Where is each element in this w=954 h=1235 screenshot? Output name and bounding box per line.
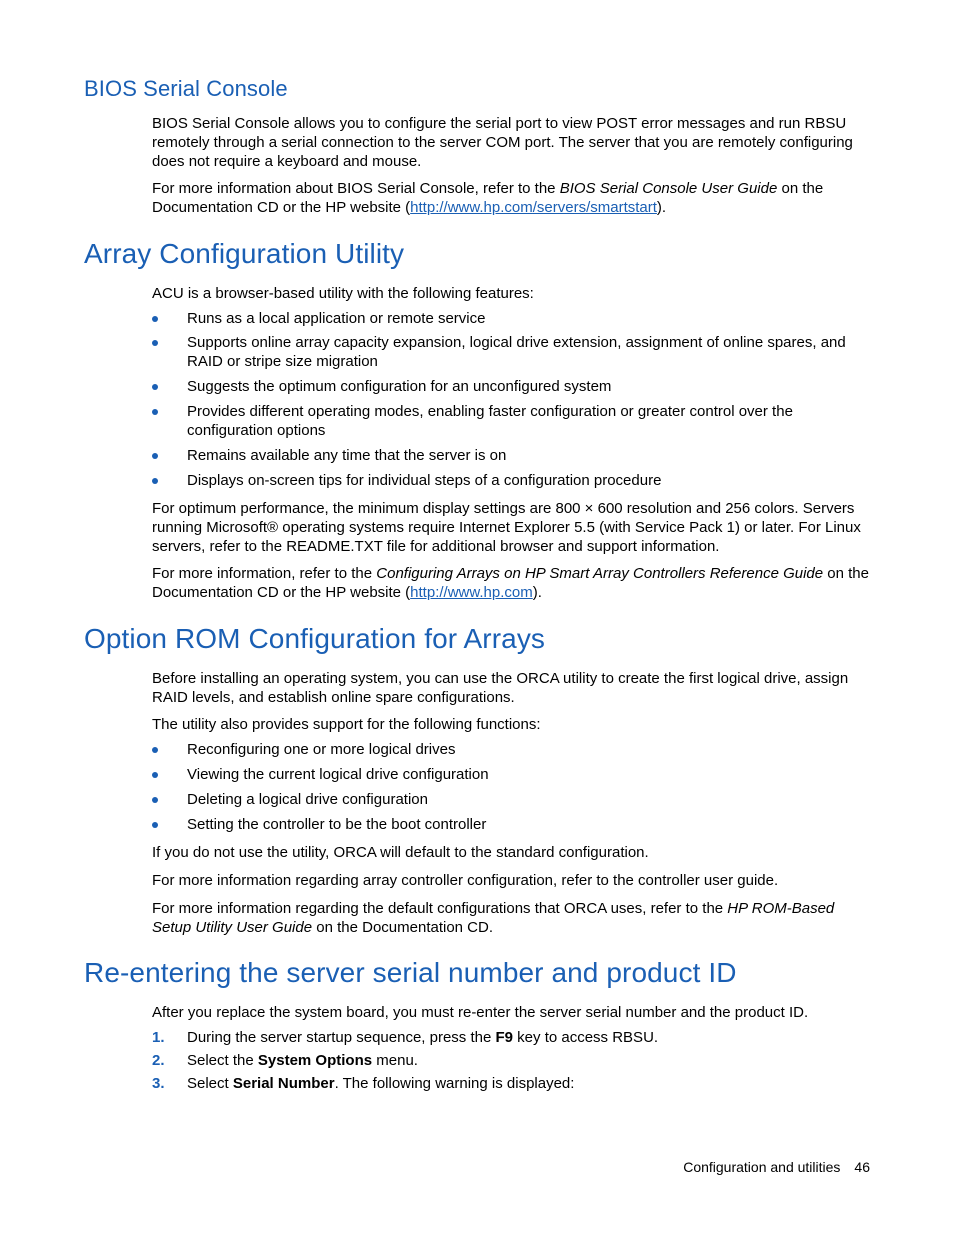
- numbered-step: [152, 1051, 872, 1070]
- acu-intro: ACU is a browser-based utility with the following features:: [152, 285, 534, 302]
- section-heading-acu: Array Configuration Utility: [84, 238, 405, 269]
- acu-more-info-paragraph: [152, 564, 872, 602]
- bios-guide-title: BIOS Serial Console User Guide: [559, 180, 778, 197]
- list-item: [152, 402, 872, 440]
- list-item-text: Viewing the current logical drive configuration: [187, 766, 489, 783]
- section-heading-bios: BIOS Serial Console: [84, 76, 288, 101]
- orca-p5-text: For more information regarding the default configurations that ORCA uses, refer to the: [152, 900, 728, 917]
- step-text-pre: Select: [187, 1075, 233, 1092]
- list-item: [152, 377, 872, 396]
- numbered-step: [152, 1074, 872, 1093]
- step-text-post: menu.: [372, 1052, 418, 1069]
- list-item: [152, 765, 872, 784]
- list-item-text: Deleting a logical drive configuration: [187, 791, 428, 808]
- list-item: [152, 309, 872, 328]
- bullet-icon: [152, 478, 158, 484]
- acu-performance-paragraph: For optimum performance, the minimum display settings are 800 × 600 resolution and 256 colors. Servers running Microsoft® operating systems require Internet Explorer 5.5 (with Service Pack 1) or later. For Linux servers, refer to the README.TXT file for additional browser and support information.: [152, 500, 861, 555]
- smartstart-link[interactable]: http://www.hp.com/servers/smartstart: [410, 199, 657, 216]
- bullet-icon: [152, 747, 158, 753]
- step-number: 3.: [152, 1075, 165, 1092]
- bullet-icon: [152, 822, 158, 828]
- bios-p2-text-mid: on the Documentation CD or the HP website (: [152, 180, 824, 216]
- step-number: 1.: [152, 1029, 165, 1046]
- bullet-icon: [152, 797, 158, 803]
- step-text: [187, 1074, 872, 1093]
- list-item-text: Reconfiguring one or more logical drives: [187, 741, 456, 758]
- bios-paragraph-2: [152, 179, 872, 217]
- step-text-pre: During the server startup sequence, press the: [187, 1029, 496, 1046]
- orca-paragraph-2: The utility also provides support for the following functions:: [152, 716, 541, 733]
- acu-more-text-end: ).: [532, 584, 542, 601]
- numbered-step: [152, 1028, 872, 1047]
- list-item-text: Provides different operating modes, enabling faster configuration or greater control over the configuration options: [187, 403, 793, 439]
- bios-paragraph-1: BIOS Serial Console allows you to configure the serial port to view POST error messages and run RBSU remotely through a serial connection to the server COM port. The server that you are remotely configuring does not require a keyboard and mouse.: [152, 115, 853, 170]
- serial-intro: After you replace the system board, you must re-enter the server serial number and the product ID.: [152, 1004, 809, 1021]
- orca-paragraph-4: For more information regarding array controller configuration, refer to the controller user guide.: [152, 872, 779, 889]
- acu-guide-title: Configuring Arrays on HP Smart Array Controllers Reference Guide: [376, 565, 824, 582]
- bullet-icon: [152, 340, 158, 346]
- orca-paragraph-1: Before installing an operating system, you can use the ORCA utility to create the first logical drive, assign RAID levels, and establish online spare configurations.: [152, 670, 849, 706]
- orca-paragraph-5: [152, 899, 872, 937]
- bullet-icon: [152, 384, 158, 390]
- list-item-text: Displays on-screen tips for individual steps of a configuration procedure: [187, 472, 662, 489]
- list-item: [152, 471, 872, 490]
- bullet-icon: [152, 316, 158, 322]
- step-text: [187, 1051, 872, 1070]
- step-text-post: key to access RBSU.: [513, 1029, 659, 1046]
- section-heading-serial: Re-entering the server serial number and product ID: [84, 957, 737, 988]
- step-option: Serial Number: [232, 1075, 335, 1092]
- list-item-text: Runs as a local application or remote service: [187, 310, 486, 327]
- list-item-text: Supports online array capacity expansion, logical drive extension, assignment of online spares, and RAID or stripe size migration: [187, 334, 846, 370]
- list-item-text: Remains available any time that the server is on: [187, 447, 507, 464]
- list-item: [152, 446, 872, 465]
- hp-website-link[interactable]: http://www.hp.com: [410, 584, 533, 601]
- orca-paragraph-3: If you do not use the utility, ORCA will default to the standard configuration.: [152, 844, 649, 861]
- step-menu: System Options: [257, 1052, 373, 1069]
- page-footer: [683, 1159, 870, 1175]
- list-item: [152, 740, 872, 759]
- acu-more-text: For more information, refer to the: [152, 565, 377, 582]
- step-text-post: . The following warning is displayed:: [334, 1075, 575, 1092]
- list-item: [152, 333, 872, 371]
- step-number: 2.: [152, 1052, 165, 1069]
- acu-more-text-mid: on the Documentation CD or the HP website (: [152, 565, 869, 601]
- section-heading-orca: Option ROM Configuration for Arrays: [84, 623, 546, 654]
- rbsu-guide-title: HP ROM-Based Setup Utility User Guide: [152, 900, 835, 936]
- bios-p2-text: For more information about BIOS Serial Console, refer to the: [152, 180, 560, 197]
- bullet-icon: [152, 772, 158, 778]
- list-item: [152, 790, 872, 809]
- footer-section-title: Configuration and utilities: [683, 1159, 841, 1175]
- step-key: F9: [495, 1029, 514, 1046]
- step-text: [187, 1028, 872, 1047]
- list-item: [152, 815, 872, 834]
- step-text-pre: Select the: [187, 1052, 258, 1069]
- bios-p2-text-end: ).: [656, 199, 667, 216]
- bullet-icon: [152, 409, 158, 415]
- orca-p5-text-end: on the Documentation CD.: [312, 919, 494, 936]
- bullet-icon: [152, 453, 158, 459]
- page-number: 46: [854, 1159, 870, 1175]
- list-item-text: Setting the controller to be the boot controller: [187, 816, 487, 833]
- list-item-text: Suggests the optimum configuration for an unconfigured system: [187, 378, 612, 395]
